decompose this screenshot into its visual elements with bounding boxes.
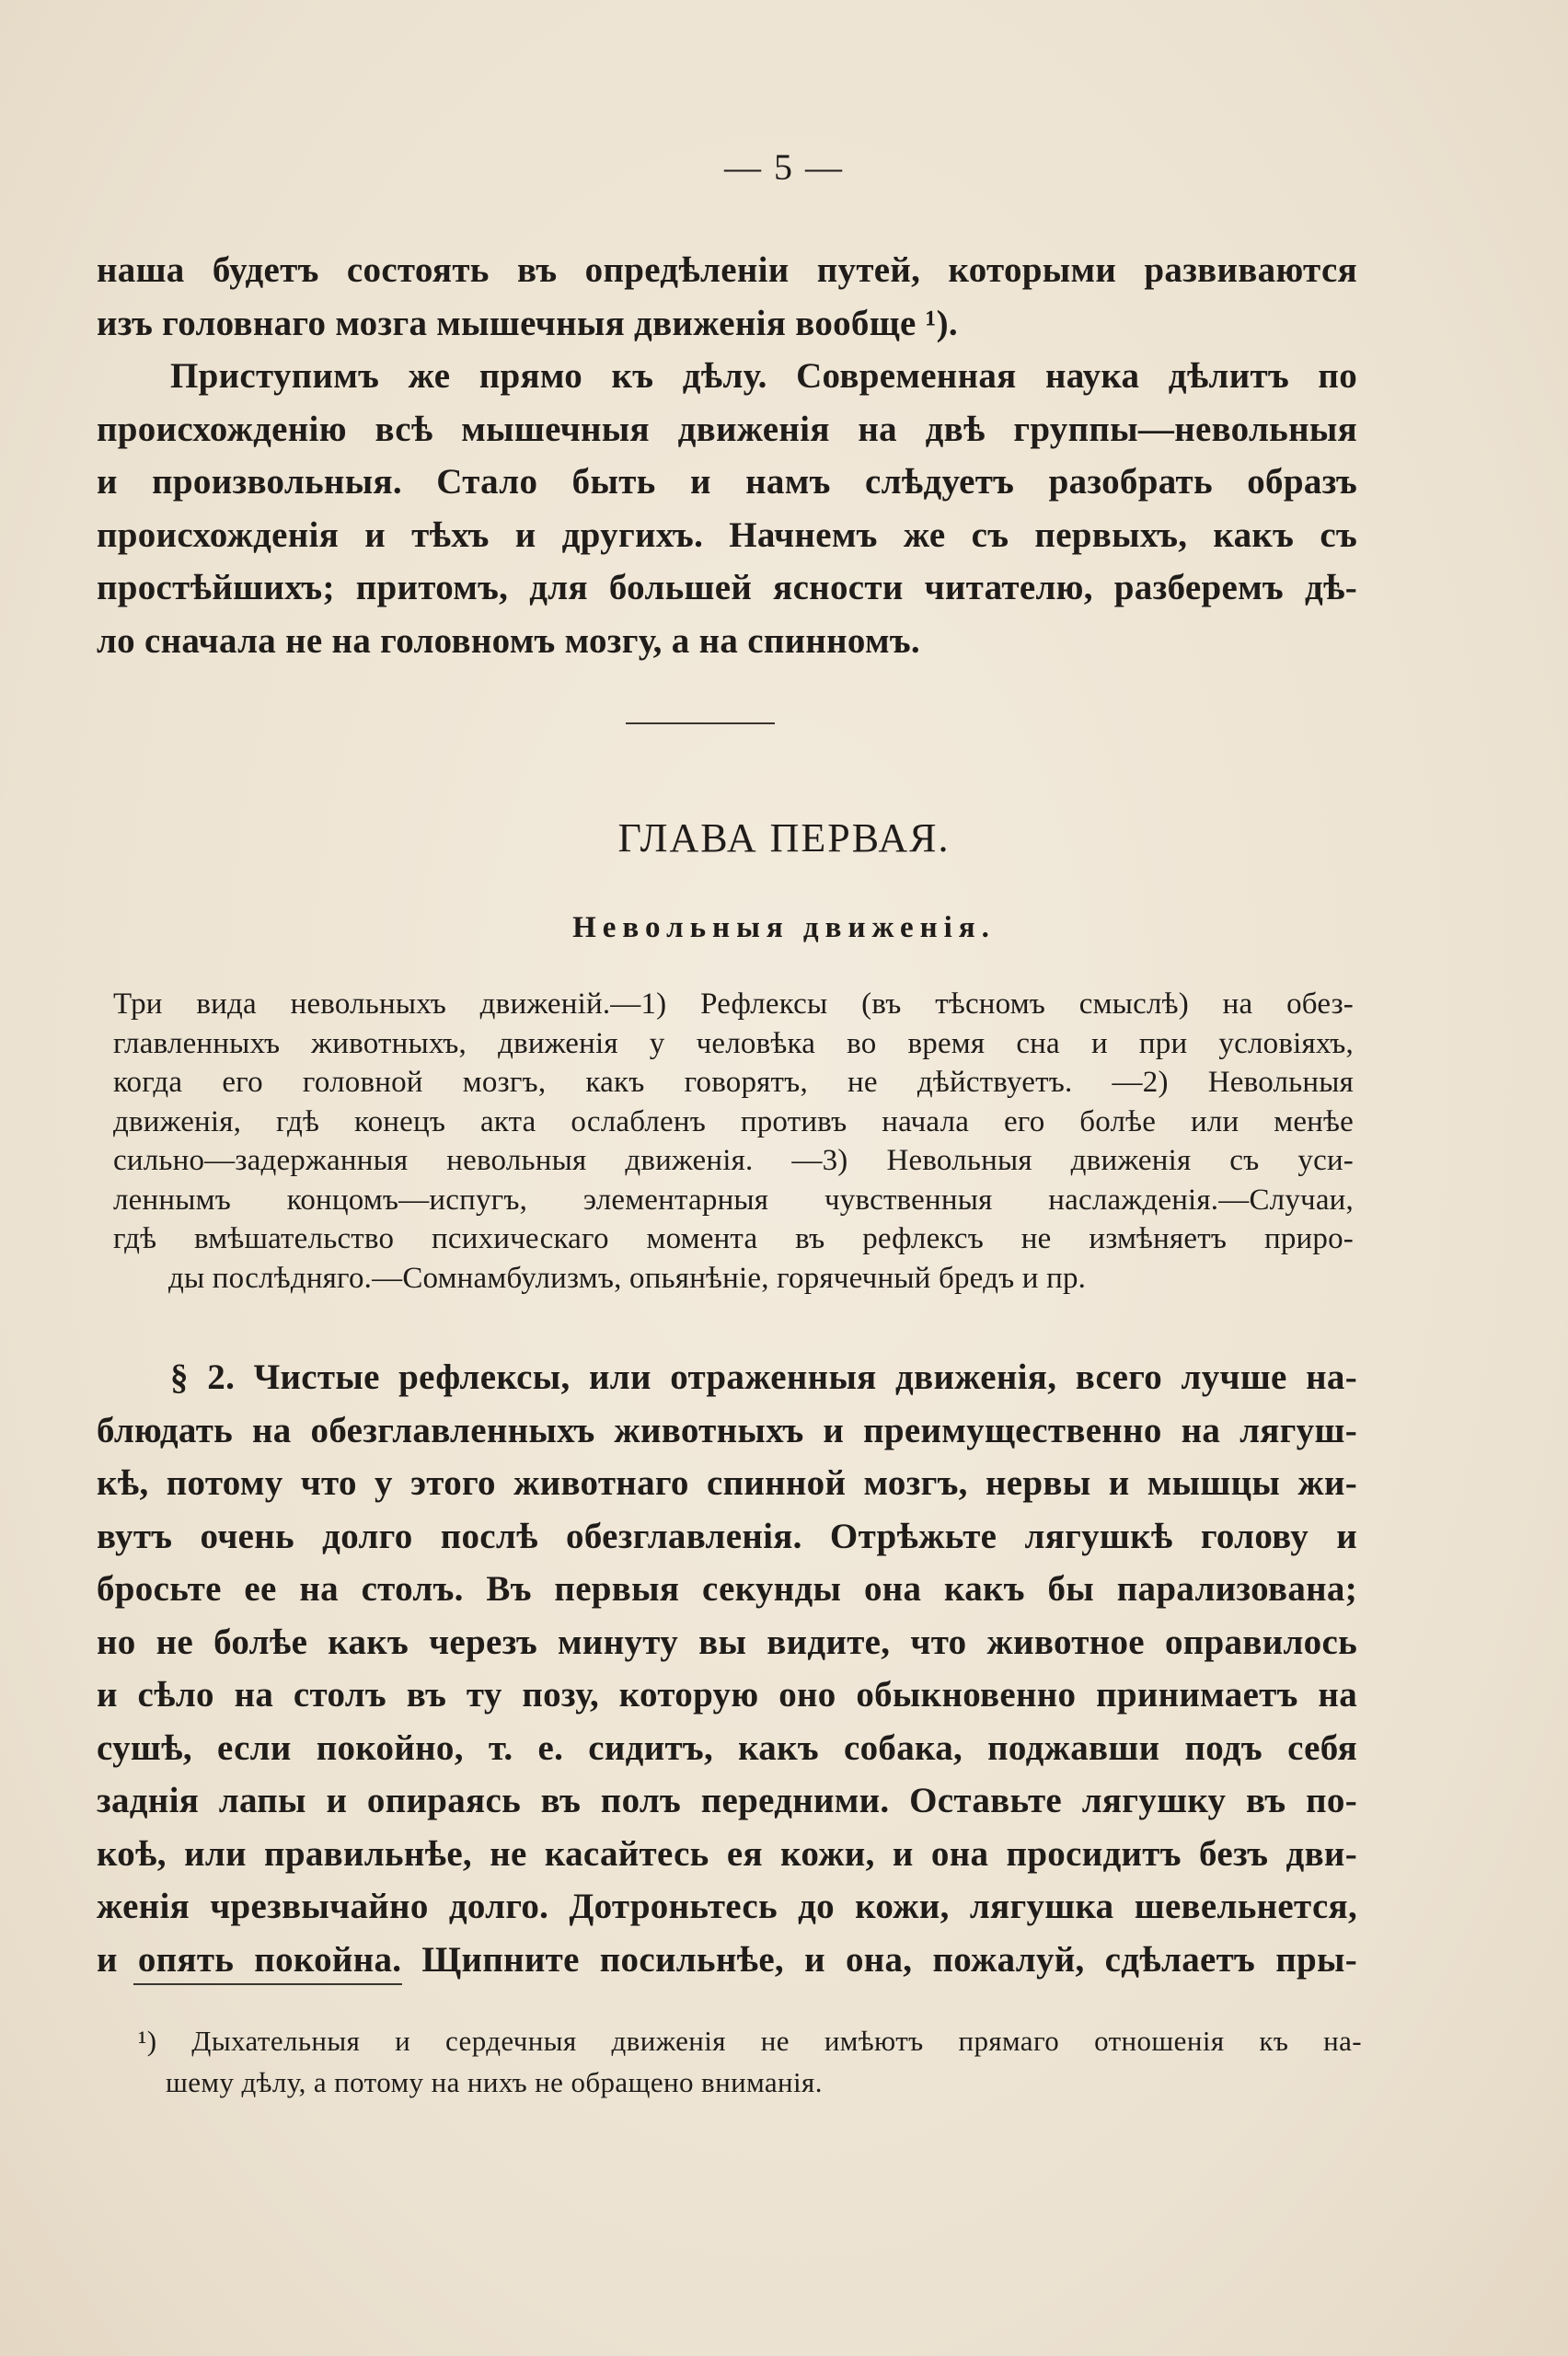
summary-line: движенія, гдѣ конецъ акта ослабленъ противъ начала его болѣе или менѣе: [113, 1104, 1354, 1138]
text-line: изъ головнаго мозга мышечныя движенія вообще ¹).: [97, 303, 958, 343]
section-2-paragraph: [97, 1351, 1357, 1986]
footnote-line: шему дѣлу, а потому на нихъ не обращено вниманія.: [166, 2066, 823, 2098]
summary-line: ды послѣдняго.—Сомнамбулизмъ, опьянѣніе, горячечный бредъ и пр.: [168, 1261, 1087, 1295]
text-line: и опять покойна. Щипните посильнѣе, и она, пожалуй, сдѣлаетъ пры-: [97, 1939, 1357, 1980]
chapter-title: ГЛАВА ПЕРВАЯ.: [617, 815, 951, 860]
summary-line: Три вида невольныхъ движеній.—1) Рефлексы (въ тѣсномъ смыслѣ) на обез-: [113, 987, 1354, 1021]
text-line: ло сначала не на головномъ мозгу, а на спинномъ.: [97, 620, 920, 661]
text-line: сушѣ, если покойно, т. е. сидитъ, какъ собака, поджавши подъ себя: [97, 1727, 1357, 1768]
text-line: кѣ, потому что у этого животнаго спинной мозгъ, нервы и мышцы жи-: [97, 1463, 1357, 1503]
footnote-line: ¹) Дыхательныя и сердечныя движенія не имѣютъ прямаго отношенія къ на-: [138, 2025, 1362, 2057]
text-line: но не болѣе какъ черезъ минуту вы видите, что животное оправилось: [97, 1622, 1357, 1662]
section-title: Невольныя движенія.: [572, 911, 996, 944]
text-line: бросьте ее на столъ. Въ первыя секунды она какъ бы парализована;: [97, 1569, 1357, 1609]
summary-line: леннымъ концомъ—испугъ, элементарныя чувственныя наслажденія.—Случаи,: [113, 1183, 1354, 1217]
text-line: § 2. Чистые рефлексы, или отраженныя движенія, всего лучше на-: [170, 1357, 1357, 1397]
intro-paragraph: [97, 244, 1357, 667]
text-line: и сѣло на столъ въ ту позу, которую оно обыкновенно принимаетъ на: [97, 1675, 1357, 1715]
summary-line: главленныхъ животныхъ, движенія у человѣка во время сна и при условіяхъ,: [113, 1026, 1354, 1060]
text-line: и произвольныя. Стало быть и намъ слѣдуетъ разобрать образъ: [97, 462, 1357, 502]
text-line: наша будетъ состоять въ опредѣленіи путей, которыми развиваются: [97, 250, 1357, 290]
summary-line: сильно—задержанныя невольныя движенія. —3) Невольныя движенія съ уси-: [113, 1144, 1354, 1177]
text-line: женія чрезвычайно долго. Дотроньтесь до кожи, лягушка шевельнется,: [97, 1887, 1357, 1926]
section-divider: [626, 722, 775, 724]
chapter-summary: [113, 985, 1354, 1298]
text-line: вутъ очень долго послѣ обезглавленія. Отрѣжьте лягушкѣ голову и: [97, 1516, 1357, 1556]
text-line: происхожденію всѣ мышечныя движенія на двѣ группы—невольныя: [97, 409, 1357, 449]
footnote-divider: [133, 1983, 402, 1985]
text-line: блюдать на обезглавленныхъ животныхъ и преимущественно на лягуш-: [97, 1410, 1357, 1450]
summary-line: когда его головной мозгъ, какъ говорятъ, не дѣйствуетъ. —2) Невольныя: [113, 1066, 1354, 1099]
summary-line: гдѣ вмѣшательство психическаго момента въ рефлексъ не измѣняетъ приро-: [113, 1222, 1354, 1255]
footnote: [138, 2020, 1362, 2103]
text-line: коѣ, или правильнѣе, не касайтесь ея кожи, и она просидитъ безъ дви-: [97, 1833, 1357, 1874]
text-line: происхожденія и тѣхъ и другихъ. Начнемъ же съ первыхъ, какъ съ: [97, 514, 1357, 555]
text-line: Приступимъ же прямо къ дѣлу. Современная наука дѣлитъ по: [170, 356, 1357, 396]
page-number: — 5 —: [724, 146, 844, 188]
text-line: простѣйшихъ; притомъ, для большей ясности читателю, разберемъ дѣ-: [97, 568, 1357, 607]
text-line: заднія лапы и опираясь въ полъ передними. Оставьте лягушку въ по-: [97, 1781, 1357, 1820]
